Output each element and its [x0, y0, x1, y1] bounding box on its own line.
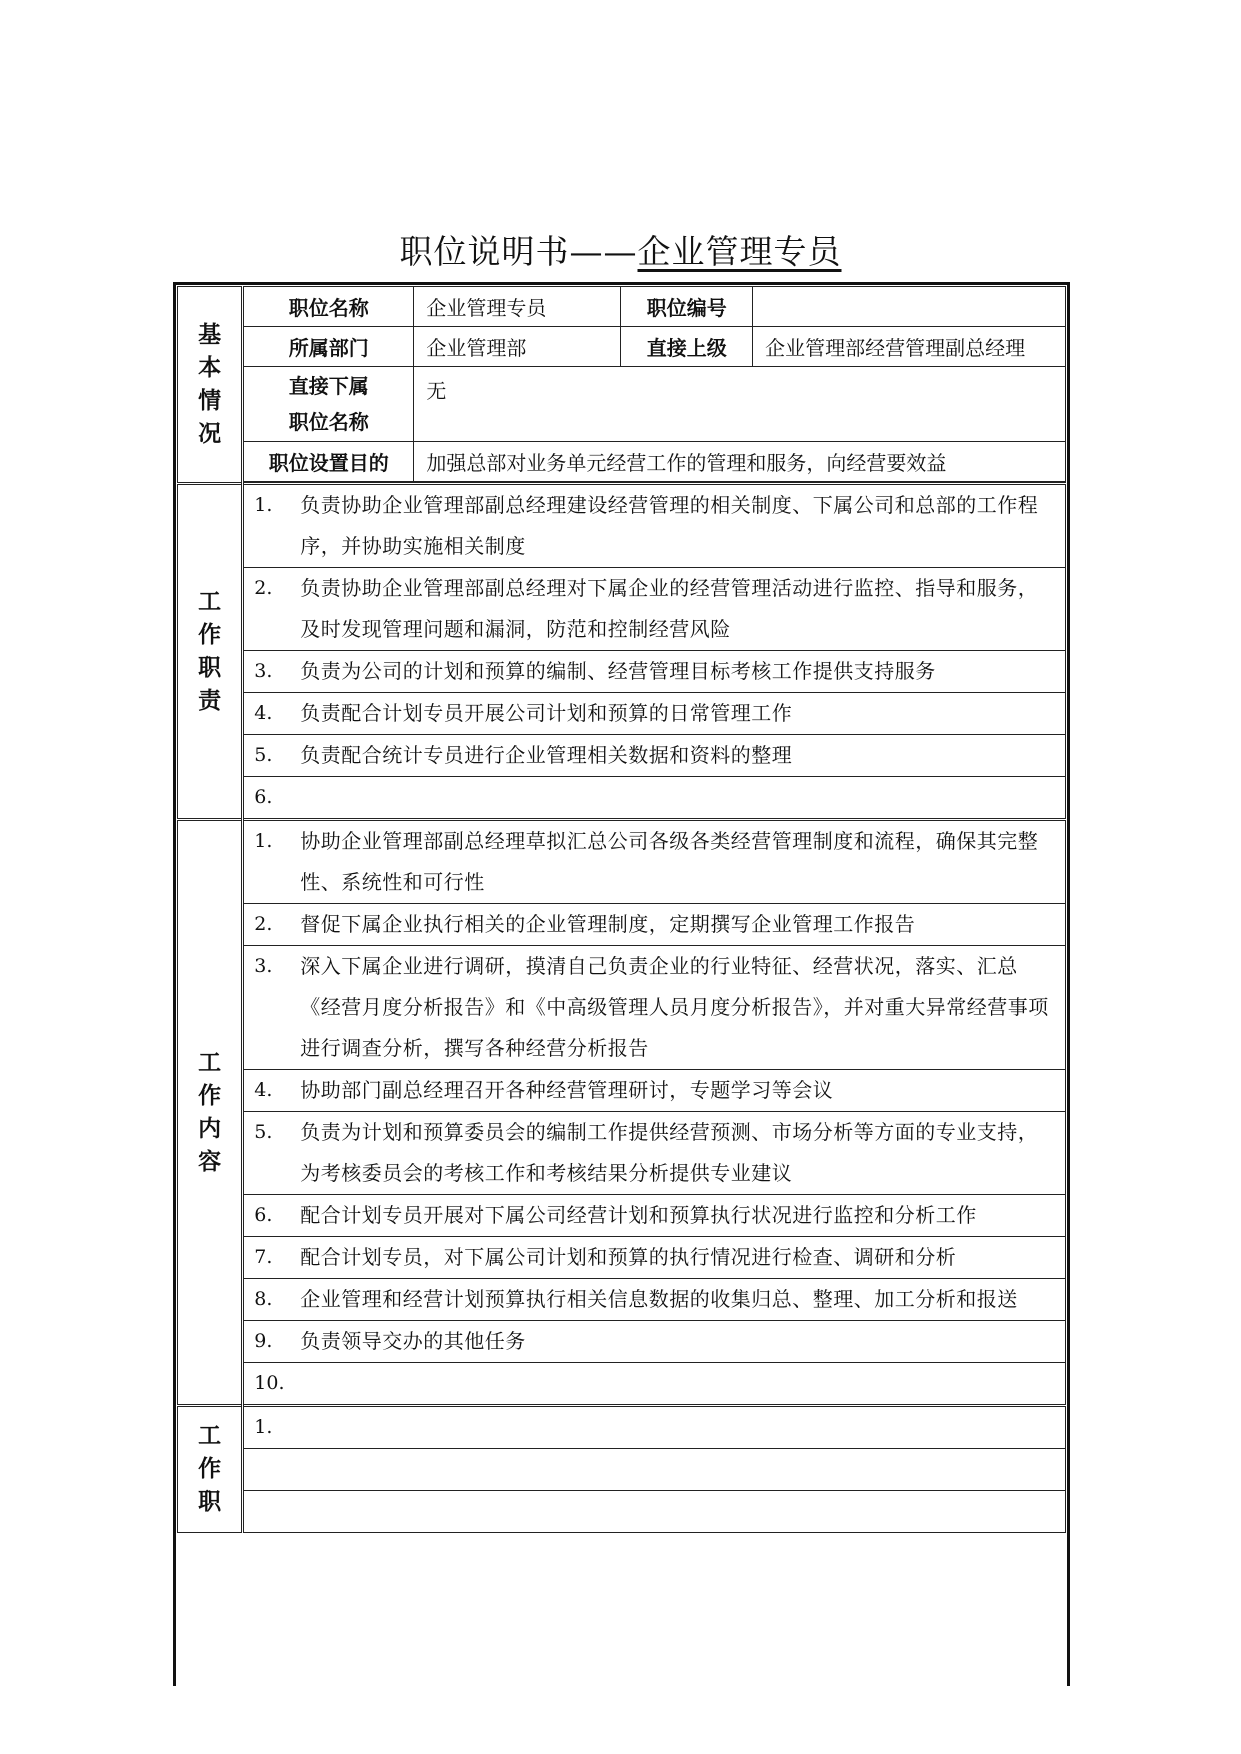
list-item — [178, 777, 1066, 820]
purpose-value: 加强总部对业务单元经营工作的管理和服务，向经营要效益 — [414, 442, 1066, 482]
item-cell — [243, 1363, 1066, 1406]
page-title — [0, 226, 1241, 273]
item-text: 督促下属企业执行相关的企业管理制度，定期撰写企业管理工作报告 — [300, 912, 916, 936]
item-text: 负责协助企业管理部副总经理对下属企业的经营管理活动进行监控、指导和服务， 及时发现管理问题和漏洞，防范和控制经营风险 — [300, 576, 1039, 641]
item-cell — [243, 1195, 1066, 1237]
item-text: 企业管理和经营计划预算执行相关信息数据的收集归总、整理、加工分析和报送 — [300, 1287, 1018, 1311]
item-cell — [243, 1279, 1066, 1321]
item-number: 9. — [254, 1330, 273, 1352]
list-item — [178, 735, 1066, 777]
list-item — [178, 1237, 1066, 1279]
item-number: 10. — [254, 1372, 285, 1394]
item-text — [300, 1363, 1057, 1404]
title-position: 企业管理专员 — [637, 232, 842, 271]
subordinate-label-line2: 职位名称 — [288, 410, 369, 434]
item-number: 5. — [254, 1121, 273, 1143]
item-text: 负责配合计划专员开展公司计划和预算的日常管理工作 — [300, 701, 793, 725]
item-cell — [243, 651, 1066, 693]
list-item — [178, 1321, 1066, 1363]
department-label: 所属部门 — [243, 327, 414, 367]
subordinate-label — [243, 367, 414, 442]
superior-label: 直接上级 — [621, 327, 753, 367]
content-section — [178, 820, 1066, 1406]
item-text: 协助企业管理部副总经理草拟汇总公司各级各类经营管理制度和流程，确保其完整性、系统性和可行性 — [300, 829, 1039, 894]
item-number: 2. — [254, 913, 273, 935]
item-cell — [243, 484, 1066, 568]
item-number: 1. — [254, 1416, 273, 1438]
list-item — [178, 693, 1066, 735]
item-text: 配合计划专员，对下属公司计划和预算的执行情况进行检查、调研和分析 — [300, 1245, 957, 1269]
list-item — [178, 1112, 1066, 1195]
list-item — [178, 1070, 1066, 1112]
item-cell — [243, 777, 1066, 820]
item-cell — [243, 1237, 1066, 1279]
item-number: 2. — [254, 577, 273, 599]
authority-section — [178, 1406, 1066, 1533]
list-item — [178, 904, 1066, 946]
list-item — [178, 568, 1066, 651]
item-cell — [243, 1406, 1066, 1449]
item-number: 8. — [254, 1288, 273, 1310]
item-number: 3. — [254, 660, 273, 682]
department-value: 企业管理部 — [414, 327, 621, 367]
item-number: 7. — [254, 1246, 273, 1268]
item-cell — [243, 1070, 1066, 1112]
job-description-table — [177, 286, 1066, 1533]
list-item — [178, 1195, 1066, 1237]
item-text: 深入下属企业进行调研，摸清自己负责企业的行业特征、经营状况，落实、汇总《经营月度分析报告》和《中高级管理人员月度分析报告》，并对重大异常经营事项进行调查分析，撰写各种经营分析报告 — [300, 954, 1049, 1060]
list-item — [178, 484, 1066, 568]
row-subordinate — [178, 367, 1066, 442]
row-purpose — [178, 442, 1066, 482]
item-number: 4. — [254, 1079, 273, 1101]
item-number: 5. — [254, 744, 273, 766]
position-name-label: 职位名称 — [243, 287, 414, 327]
row-department — [178, 327, 1066, 367]
item-number: 6. — [254, 786, 273, 808]
list-item — [178, 1406, 1066, 1449]
list-item — [178, 820, 1066, 904]
item-text: 负责为公司的计划和预算的编制、经营管理目标考核工作提供支持服务 — [300, 659, 936, 683]
subordinate-label-line1: 直接下属 — [288, 374, 369, 398]
blank-cell — [243, 1449, 1066, 1491]
blank-row — [178, 1449, 1066, 1491]
section-content-label: 工 作 内 容 — [178, 820, 243, 1406]
section-basic-label: 基 本 情 况 — [178, 287, 243, 484]
list-item — [178, 1363, 1066, 1406]
item-text — [300, 1407, 1057, 1448]
duties-section — [178, 484, 1066, 820]
item-cell — [243, 904, 1066, 946]
item-text: 负责配合统计专员进行企业管理相关数据和资料的整理 — [300, 743, 793, 767]
section-duties-label: 工 作 职 责 — [178, 484, 243, 820]
item-cell — [243, 568, 1066, 651]
item-text — [300, 777, 1057, 818]
item-text: 负责协助企业管理部副总经理建设经营管理的相关制度、下属公司和总部的工作程序，并协助实施相关制度 — [300, 493, 1039, 558]
item-cell — [243, 946, 1066, 1070]
blank-cell — [243, 1491, 1066, 1533]
list-item — [178, 946, 1066, 1070]
position-code-label: 职位编号 — [621, 287, 753, 327]
item-number: 4. — [254, 702, 273, 724]
item-number: 1. — [254, 830, 273, 852]
item-cell — [243, 820, 1066, 904]
item-text: 负责为计划和预算委员会的编制工作提供经营预测、市场分析等方面的专业支持，为考核委员会的考核工作和考核结果分析提供专业建议 — [300, 1120, 1039, 1185]
item-text: 负责领导交办的其他任务 — [300, 1329, 526, 1353]
item-cell — [243, 735, 1066, 777]
item-cell — [243, 1112, 1066, 1195]
list-item — [178, 1279, 1066, 1321]
item-text: 配合计划专员开展对下属公司经营计划和预算执行状况进行监控和分析工作 — [300, 1203, 977, 1227]
blank-row — [178, 1491, 1066, 1533]
purpose-label: 职位设置目的 — [243, 442, 414, 482]
subordinate-value: 无 — [414, 367, 1066, 442]
item-cell — [243, 693, 1066, 735]
title-main: 职位说明书—— — [399, 232, 638, 271]
position-name-value: 企业管理专员 — [414, 287, 621, 327]
item-number: 1. — [254, 494, 273, 516]
item-text: 协助部门副总经理召开各种经营管理研讨，专题学习等会议 — [300, 1078, 834, 1102]
item-number: 3. — [254, 955, 273, 977]
item-number: 6. — [254, 1204, 273, 1226]
section-authority-label: 工 作 职 — [178, 1406, 243, 1533]
position-code-value — [753, 287, 1066, 327]
list-item — [178, 651, 1066, 693]
item-cell — [243, 1321, 1066, 1363]
superior-value: 企业管理部经营管理副总经理 — [753, 327, 1066, 367]
row-position-name — [178, 287, 1066, 327]
